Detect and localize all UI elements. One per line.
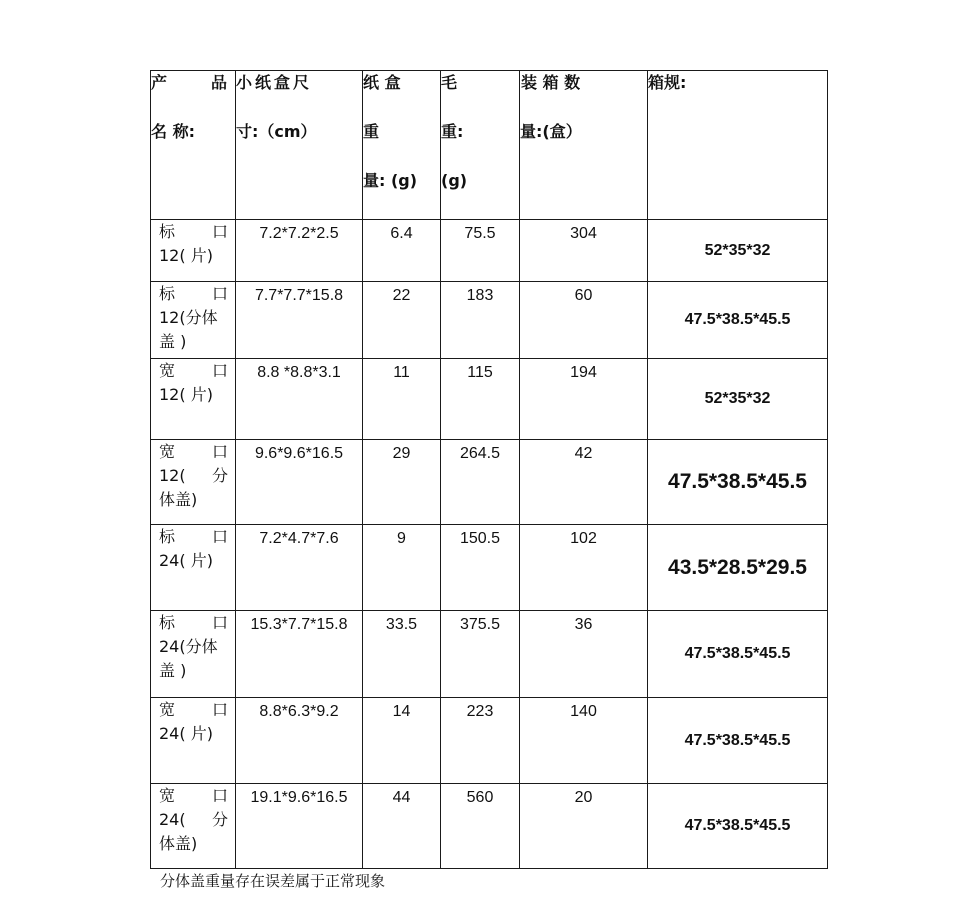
quantity-cell: 20	[520, 784, 648, 869]
box-weight-cell: 29	[363, 440, 441, 525]
table-row	[151, 359, 828, 440]
box-size-cell: 19.1*9.6*16.5	[236, 784, 363, 869]
product-name-cell: 标 口 24(分体 盖 )	[151, 611, 236, 698]
product-name-cell: 宽 口 12( 分 体盖)	[151, 440, 236, 525]
gross-weight-cell: 150.5	[441, 525, 520, 611]
header-box-size: 小纸盒尺 寸:（cm）	[236, 71, 363, 220]
carton-spec-cell: 52*35*32	[648, 359, 828, 440]
gross-weight-cell: 75.5	[441, 220, 520, 282]
quantity-cell: 42	[520, 440, 648, 525]
table-row	[151, 220, 828, 282]
header-row	[151, 71, 828, 220]
carton-spec-cell: 43.5*28.5*29.5	[648, 525, 828, 611]
box-size-cell: 8.8*6.3*9.2	[236, 698, 363, 784]
box-weight-cell: 9	[363, 525, 441, 611]
product-name-cell: 宽 口 12( 片)	[151, 359, 236, 440]
box-size-cell: 7.2*7.2*2.5	[236, 220, 363, 282]
quantity-cell: 194	[520, 359, 648, 440]
header-gross-weight: 毛 重: (g)	[441, 71, 520, 220]
table-row	[151, 611, 828, 698]
box-size-cell: 9.6*9.6*16.5	[236, 440, 363, 525]
table-row	[151, 525, 828, 611]
box-size-cell: 7.7*7.7*15.8	[236, 282, 363, 359]
gross-weight-cell: 183	[441, 282, 520, 359]
table-row	[151, 698, 828, 784]
product-name-cell: 标 口 12(分体 盖 )	[151, 282, 236, 359]
table-row	[151, 440, 828, 525]
carton-spec-cell: 47.5*38.5*45.5	[648, 784, 828, 869]
carton-spec-cell: 47.5*38.5*45.5	[648, 440, 828, 525]
packaging-spec-table	[150, 70, 828, 869]
carton-spec-cell: 52*35*32	[648, 220, 828, 282]
box-size-cell: 7.2*4.7*7.6	[236, 525, 363, 611]
quantity-cell: 60	[520, 282, 648, 359]
product-name-cell: 标 口 12( 片)	[151, 220, 236, 282]
carton-spec-cell: 47.5*38.5*45.5	[648, 282, 828, 359]
header-product-name: 产 品 名 称:	[151, 71, 236, 220]
product-name-cell: 宽 口 24( 片)	[151, 698, 236, 784]
gross-weight-cell: 115	[441, 359, 520, 440]
gross-weight-cell: 560	[441, 784, 520, 869]
gross-weight-cell: 223	[441, 698, 520, 784]
box-weight-cell: 22	[363, 282, 441, 359]
box-weight-cell: 6.4	[363, 220, 441, 282]
box-weight-cell: 33.5	[363, 611, 441, 698]
box-size-cell: 15.3*7.7*15.8	[236, 611, 363, 698]
header-carton-spec: 箱规:	[648, 71, 828, 220]
product-name-cell: 标 口 24( 片)	[151, 525, 236, 611]
product-name-cell: 宽 口 24( 分 体盖)	[151, 784, 236, 869]
quantity-cell: 102	[520, 525, 648, 611]
quantity-cell: 304	[520, 220, 648, 282]
carton-spec-cell: 47.5*38.5*45.5	[648, 698, 828, 784]
table-row	[151, 282, 828, 359]
box-weight-cell: 11	[363, 359, 441, 440]
gross-weight-cell: 264.5	[441, 440, 520, 525]
carton-spec-cell: 47.5*38.5*45.5	[648, 611, 828, 698]
table-row	[151, 784, 828, 869]
quantity-cell: 140	[520, 698, 648, 784]
box-weight-cell: 14	[363, 698, 441, 784]
footnote: 分体盖重量存在误差属于正常现象	[160, 872, 386, 890]
quantity-cell: 36	[520, 611, 648, 698]
box-size-cell: 8.8 *8.8*3.1	[236, 359, 363, 440]
header-quantity: 装 箱 数 量:(盒）	[520, 71, 648, 220]
gross-weight-cell: 375.5	[441, 611, 520, 698]
box-weight-cell: 44	[363, 784, 441, 869]
header-box-weight: 纸 盒 重 量: (g)	[363, 71, 441, 220]
